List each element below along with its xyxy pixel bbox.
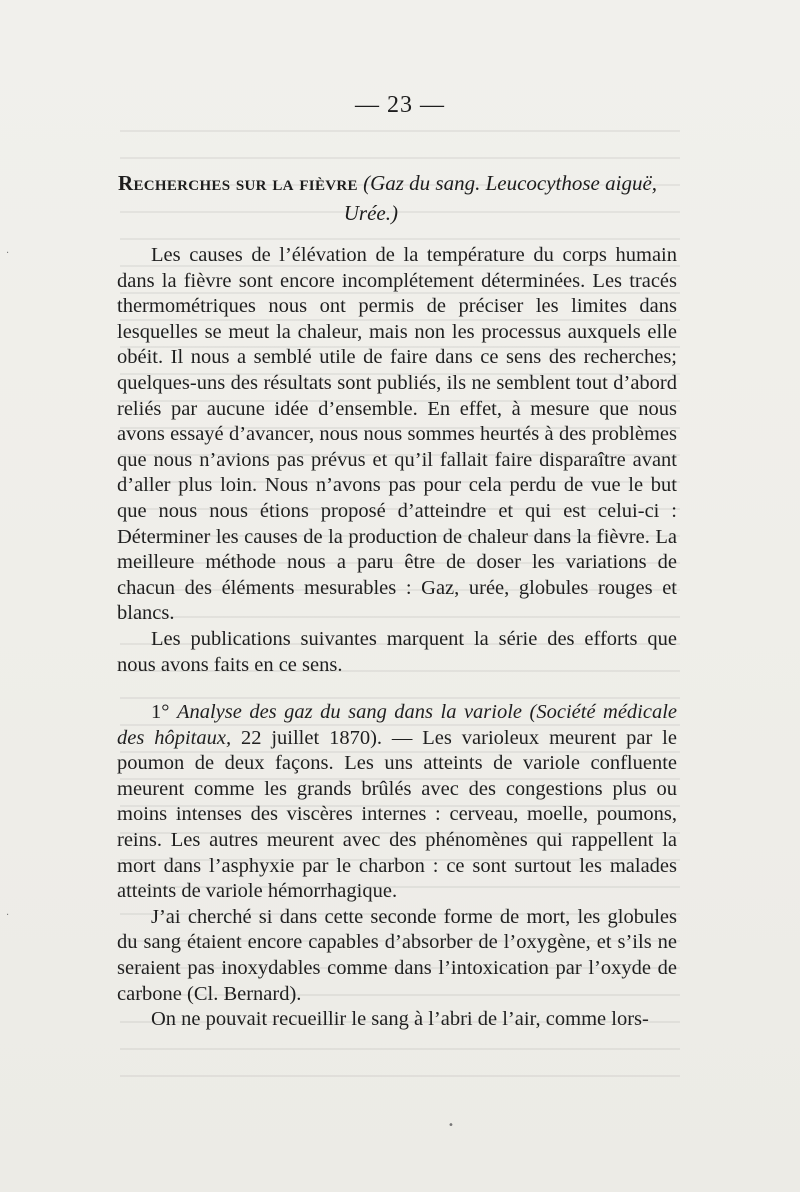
margin-speck: • — [448, 1120, 454, 1131]
section-heading — [118, 168, 668, 228]
heading-italic: (Gaz du sang. Leucocythose aiguë, — [363, 171, 658, 195]
paragraph-1: Les causes de l’élévation de la température du corps humain dans la fièvre sont encore incomplétement déterminées. Les tracés thermométriques nous ont permis de préciser les limites dans lesquelles se meut la chaleur, mais non les processus auxquels elle obéit. Il nous a semblé utile de faire dans ce sens des recherches; quelques-uns des résultats sont publiés, ils ne semblent tout d’abord reliés par aucune idée d’ensemble. En effet, à mesure que nous avons essayé d’avancer, nous nous sommes heurtés à des problèmes que nous n’avions pas prévus et qu’il fallait faire disparaître avant d’aller plus loin. Nous n’avons pas pour cela perdu de vue le but que nous nous étions proposé d’atteindre et qui est celui-ci : Déterminer les causes de la production de chaleur dans la fièvre. La meilleure méthode nous a paru être de doser les variations de chacun des éléments mesurables : Gaz, urée, globules rouges et blancs. — [117, 244, 677, 625]
margin-speck: · — [6, 910, 10, 921]
body-text — [117, 243, 677, 1033]
paragraph-4: J’ai cherché si dans cette seconde forme de mort, les globules du sang étaient encore capables d’absorber de l’oxygène, et s’ils ne seraient pas inoxydables comme dans l’intoxication par l’oxyde de carbone (Cl. Bernard). — [117, 905, 677, 1005]
paragraph-5: On ne pouvait recueillir le sang à l’abri de l’air, comme lors- — [151, 1008, 649, 1031]
paragraph-3 — [117, 700, 677, 905]
paragraph-2: Les publications suivantes marquent la série des efforts que nous avons faits en ce sens. — [117, 627, 677, 676]
item-number: 1° — [151, 701, 170, 724]
margin-speck: · — [6, 248, 10, 259]
heading-lead: Recherches sur la fièvre — [118, 171, 358, 195]
item-text: 22 juillet 1870). — Les varioleux meurent par le poumon de deux façons. Les uns atteints de variole confluente meurent comme les grands brûlés avec des congestions plus ou moins intenses des viscères internes : cerveau, moelle, poumons, reins. Les autres meurent avec des phénomènes qui rappellent la mort dans l’asphyxie par le charbon : ce sont surtout les malades atteints de variole hémorrhagique. — [117, 726, 677, 903]
heading-italic-line2: Urée.) — [343, 201, 398, 225]
item-source: (Société médicale des hôpitaux, — [117, 701, 678, 749]
item-title: Analyse des gaz du sang dans la variole — [176, 701, 523, 724]
page-number: — 23 — — [355, 92, 445, 118]
